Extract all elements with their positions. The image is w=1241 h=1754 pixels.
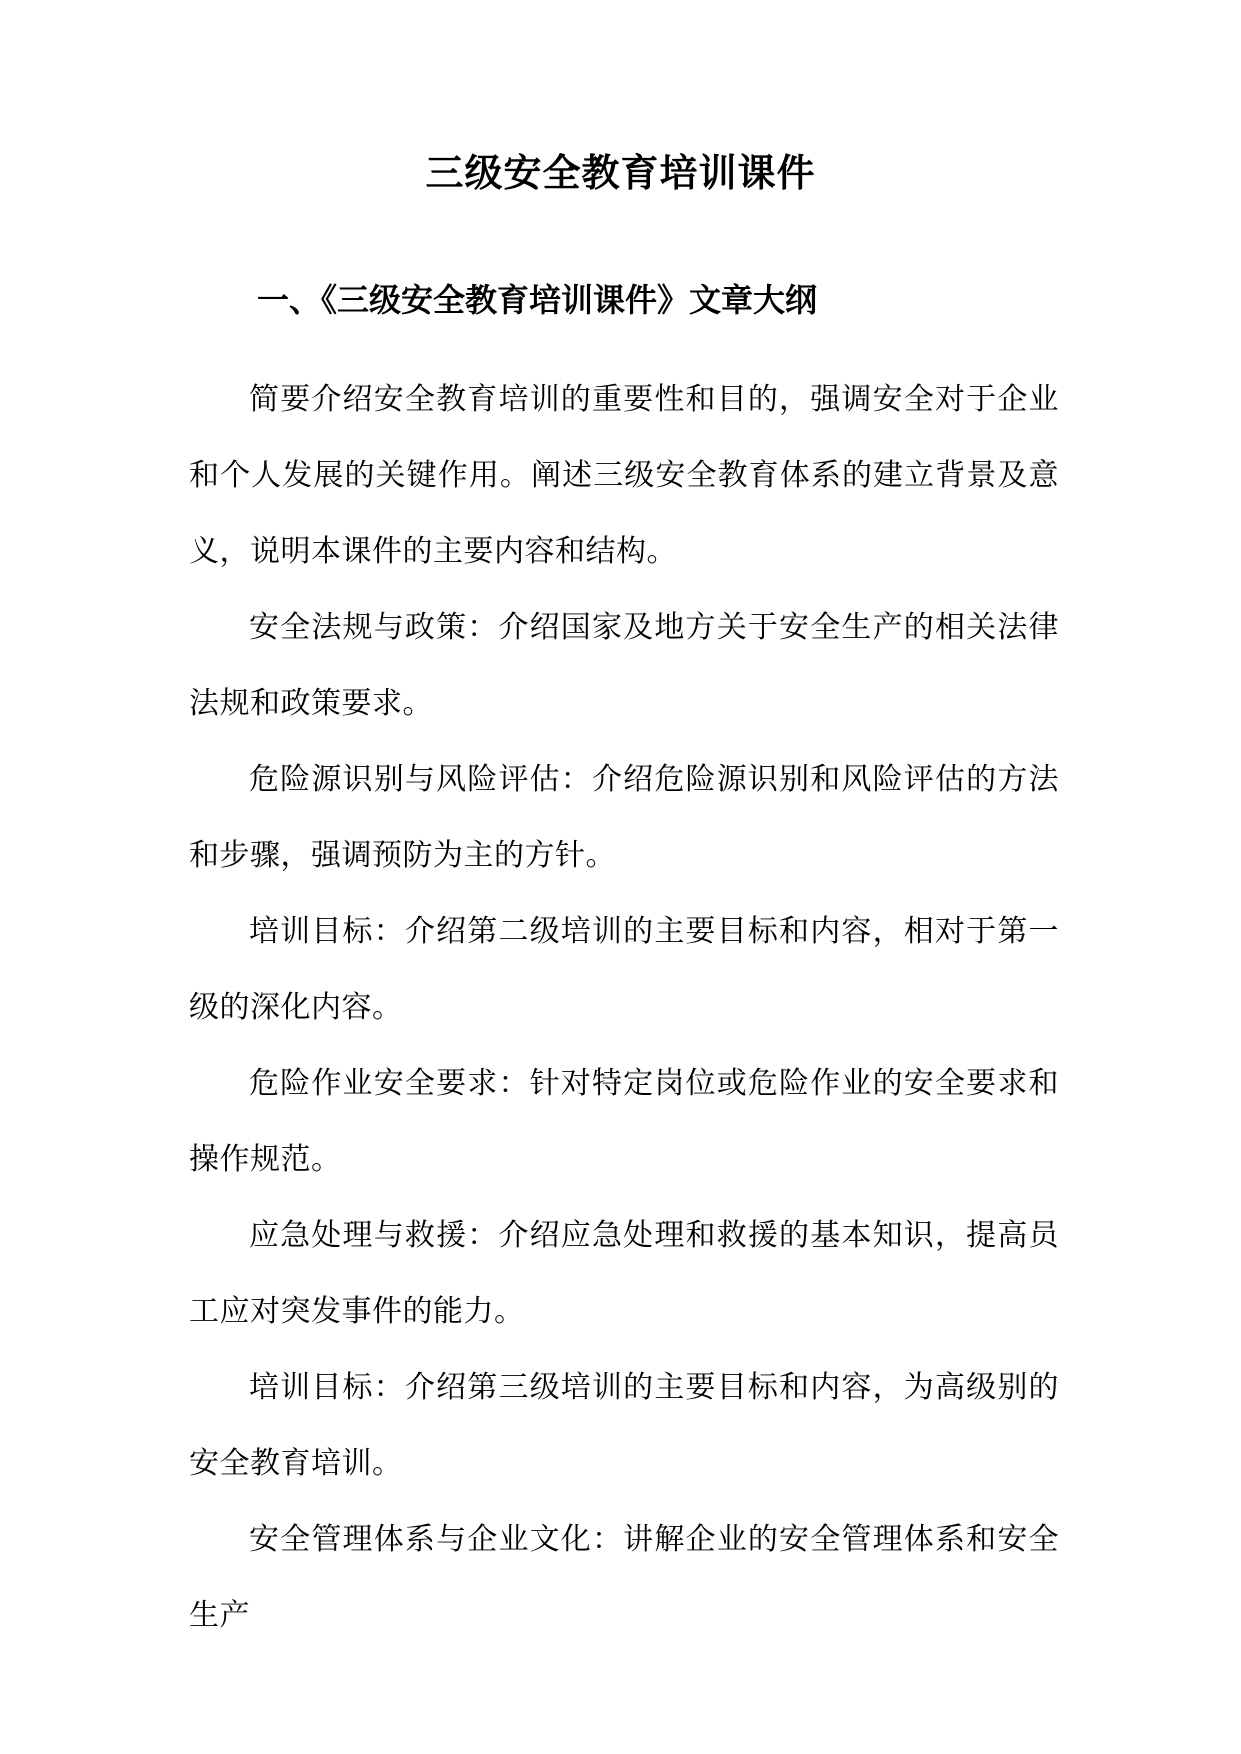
document-body	[189, 362, 1059, 1654]
paragraph-level2-goals: 培训目标：介绍第二级培训的主要目标和内容，相对于第一级的深化内容。	[189, 914, 1059, 1025]
paragraph-hazardous-work: 危险作业安全要求：针对特定岗位或危险作业的安全要求和操作规范。	[189, 1066, 1059, 1177]
paragraph-intro: 简要介绍安全教育培训的重要性和目的，强调安全对于企业和个人发展的关键作用。阐述三级安全教育体系的建立背景及意义，说明本课件的主要内容和结构。	[189, 382, 1059, 569]
section-heading: 一、《三级安全教育培训课件》文章大纲	[257, 281, 818, 319]
document-title: 三级安全教育培训课件	[425, 150, 816, 195]
paragraph-management-system: 安全管理体系与企业文化：讲解企业的安全管理体系和安全生产	[189, 1522, 1059, 1633]
paragraph-regulations: 安全法规与政策：介绍国家及地方关于安全生产的相关法律法规和政策要求。	[189, 610, 1059, 721]
paragraph-hazard-identification: 危险源识别与风险评估：介绍危险源识别和风险评估的方法和步骤，强调预防为主的方针。	[189, 762, 1059, 873]
paragraph-emergency: 应急处理与救援：介绍应急处理和救援的基本知识，提高员工应对突发事件的能力。	[189, 1218, 1059, 1329]
paragraph-level3-goals: 培训目标：介绍第三级培训的主要目标和内容，为高级别的安全教育培训。	[189, 1370, 1059, 1481]
